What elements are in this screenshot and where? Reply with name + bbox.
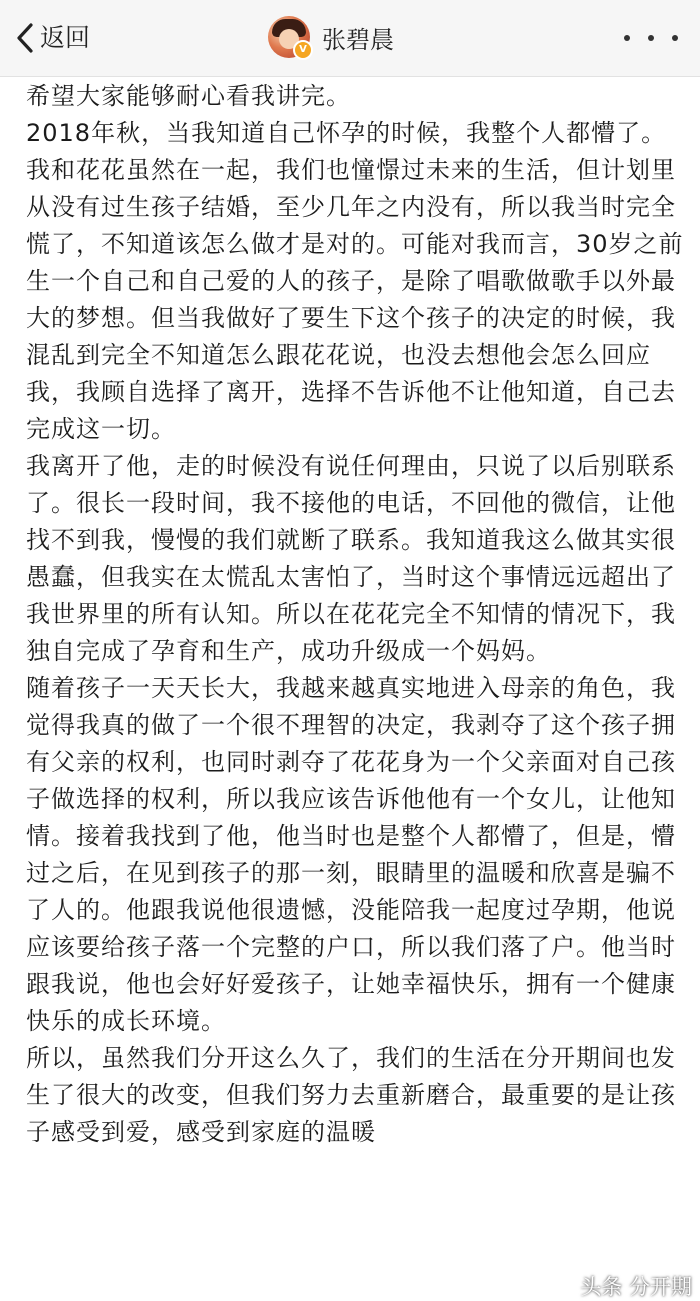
chevron-left-icon xyxy=(16,22,34,54)
verified-badge-icon: V xyxy=(293,40,313,60)
post-paragraph: 所以，虽然我们分开这么久了，我们的生活在分开期间也发生了很大的改变，但我们努力去重新磨合，最重要的是让孩子感受到爱，感受到家庭的温暖 xyxy=(26,1044,676,1146)
post-paragraph: 2018年秋，当我知道自己怀孕的时候，我整个人都懵了。我和花花虽然在一起，我们也憧憬过未来的生活，但计划里从没有过生孩子结婚，至少几年之内没有，所以我当时完全慌了，不知道该怎么做才是对的。可能对我而言，30岁之前生一个自己和自己爱的人的孩子，是除了唱歌做歌手以外最大的梦想。但当我做好了要生下这个孩子的决定的时候，我混乱到完全不知道怎么跟花花说，也没去想他会怎么回应我，我顾自选择了离开，选择不告诉他不让他知道，自己去完成这一切。 xyxy=(26,119,684,443)
username[interactable]: 张碧晨 xyxy=(322,25,394,54)
post-paragraph: 随着孩子一天天长大，我越来越真实地进入母亲的角色，我觉得我真的做了一个很不理智的决定，我剥夺了这个孩子拥有父亲的权利，也同时剥夺了花花身为一个父亲面对自己孩子做选择的权利，所以我应该告诉他他有一个女儿，让他知情。接着我找到了他，他当时也是整个人都懵了，但是，懵过之后，在见到孩子的那一刻，眼睛里的温暖和欣喜是骗不了人的。他跟我说他很遗憾，没能陪我一起度过孕期，他说应该要给孩子落一个完整的户口，所以我们落了户。他当时跟我说，他也会好好爱孩子，让她幸福快乐，拥有一个健康快乐的成长环境。 xyxy=(26,674,676,1035)
post-paragraph: 我离开了他，走的时候没有说任何理由，只说了以后别联系了。很长一段时间，我不接他的电话，不回他的微信，让他找不到我，慢慢的我们就断了联系。我知道我这么做其实很愚蠢，但我实在太慌乱太害怕了，当时这个事情远远超出了我世界里的所有认知。所以在花花完全不知情的情况下，我独自完成了孕育和生产，成功升级成一个妈妈。 xyxy=(26,452,676,665)
more-dot-icon xyxy=(648,35,654,41)
more-dot-icon xyxy=(624,35,630,41)
back-button[interactable] xyxy=(16,18,90,58)
watermark: 头条 分开期 xyxy=(580,1275,692,1299)
back-label: 返回 xyxy=(40,23,91,52)
post-content xyxy=(26,78,686,1151)
user-header[interactable] xyxy=(268,14,394,60)
post-paragraph: 希望大家能够耐心看我讲完。 xyxy=(26,82,351,110)
navigation-bar xyxy=(0,0,700,77)
more-dot-icon xyxy=(672,35,678,41)
more-options-button[interactable] xyxy=(624,26,678,50)
avatar[interactable] xyxy=(268,16,310,58)
